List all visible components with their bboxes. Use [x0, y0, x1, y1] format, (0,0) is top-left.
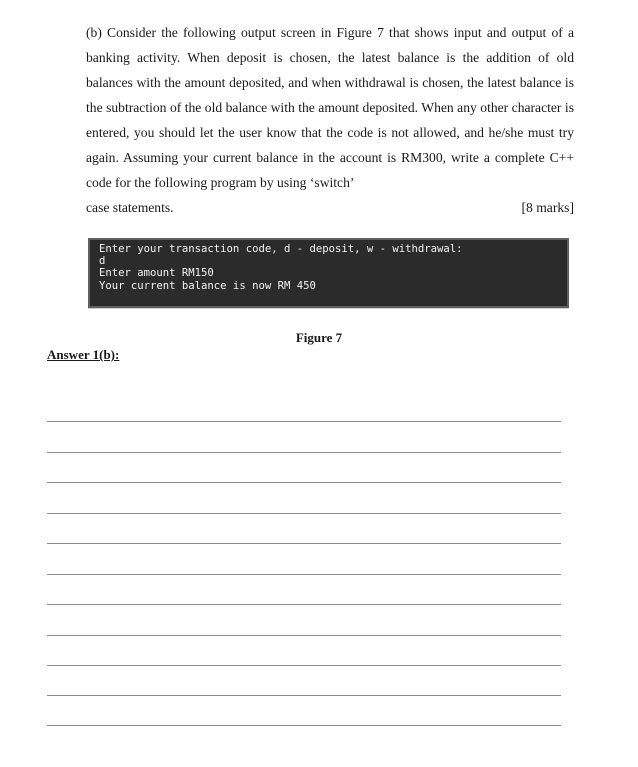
question-footer [86, 195, 574, 220]
answer-line [47, 513, 561, 514]
console-output-screen [88, 238, 569, 308]
answer-line [47, 543, 561, 544]
console-line: Your current balance is now RM 450 [99, 279, 316, 292]
answer-line [47, 604, 561, 605]
question-text-block [86, 20, 574, 220]
console-line: d [99, 255, 106, 268]
console-line: Enter your transaction code, d - deposit, w - withdrawal: [99, 243, 463, 255]
answer-label: Answer 1(b): [47, 347, 120, 362]
answer-line [47, 421, 561, 422]
figure-caption: Figure 7 [295, 330, 343, 345]
console-line: Enter amount RM150 [99, 267, 214, 280]
answer-line [47, 725, 561, 726]
answer-line [47, 635, 561, 636]
answer-line [47, 574, 561, 575]
marks-label: [8 marks] [521, 200, 574, 215]
question-paragraph: (b) Consider the following output screen in Figure 7 that shows input and output of a banking activity. When deposit is chosen, the latest balance is the addition of old balances with the amount deposited, and when withdrawal is chosen, the latest balance is the subtraction of the old balance with the amount deposited. When any other character is entered, you should let the user know that the code is not allowed, and he/she must try again. Assuming your current balance in the account is RM300, write a complete C++ code for the following program by using ‘switch’ [86, 25, 574, 190]
answer-line [47, 665, 561, 666]
answer-line [47, 452, 561, 453]
question-last-line: case statements. [86, 200, 174, 215]
answer-line [47, 482, 561, 483]
answer-line [47, 695, 561, 696]
